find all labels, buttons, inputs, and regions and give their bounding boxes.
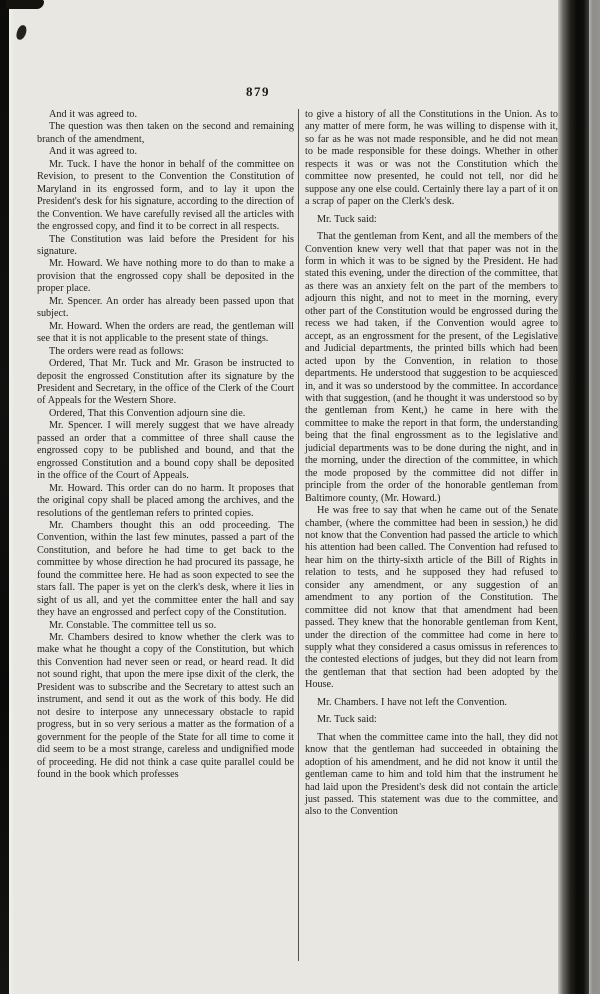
paragraph: The question was then taken on the second and remaining branch of the amendment, — [37, 121, 294, 145]
paragraph: Mr. Constable. The committee tell us so. — [49, 619, 217, 631]
corner-ink-mark — [6, 0, 44, 9]
column-divider-rule — [298, 109, 299, 961]
paragraph: Mr. Tuck. I have the honor in behalf of the committee on Revision, to present to the Convention the Constitution of Maryland in its engrossed form, and to lay it upon the President's desk for his signature, according to the direction of the Convention. We have carefully revised all the articles with the engrossed copy, and find it to be correct in all respects. — [37, 158, 294, 233]
paragraph: Mr. Chambers thought this an odd proceeding. The Convention, within the last few minutes, passed a part of the Constitution, and before he had time to get back to the committee by whose direction he had procured its passage, he found the committee here. He had as soon expected to see the stars fall. The paper is yet on the clerk's desk, where it lies in sight of us all, and yet the committee enter the hall and say they have an engrossed and perfect copy of the Constitution. — [37, 519, 294, 619]
paragraph: Mr. Spencer. I will merely suggest that we have already passed an order that a committee of three shall cause the engrossed copy to be published and bound, and that the engrossed Constitution and a bound copy shall be deposited in the office of the Court of Appeals. — [37, 420, 294, 482]
speaker-line: Mr. Tuck said: — [317, 714, 377, 726]
paragraph: And it was agreed to. — [49, 109, 138, 120]
paragraph: Ordered, That Mr. Tuck and Mr. Grason be instructed to deposit the engrossed Constitution after its signature by the President and Secretary, in the office of the Clerk of the Court of Appeals for the Western Shore. — [37, 358, 294, 407]
paragraph: to give a history of all the Constitutions in the Union. As to any matter of mere form, he was willing to dispense with it, so far as he was not made responsible, and he did not mean to be made responsible for these doings. Whether in other respects it was or was not the Constitution which the committee now presented, he could not tell, nor did he suppose any one else could. Certainly there lay a part of it on a scrap of paper on the Clerk's desk. — [305, 109, 558, 208]
left-book-edge-strip — [0, 0, 9, 994]
paragraph: That when the committee came into the hall, they did not know that the gentleman had succeeded in obtaining the adoption of his amendment, and he did not know it until the gentleman came to him and told him that the instrument he had laid upon the President's desk did not contain the article just passed. This statement was due to the committee, and also to the Convention — [305, 731, 558, 818]
paragraph: That the gentleman from Kent, and all the members of the Convention knew very well that that paper was not in the form in which it was to be signed by the President. He had stated this evening, under the direction of the committee, that as there was an anxiety felt on the part of the members to adjourn this night, and not to meet in the morning, every other part of the Constitution would be engrossed during the recess we had taken, if the Convention would agree to accept, as an engrossment for the present, of the Legislative and Judicial departments, the printed bills which had been acted upon by the Convention, in relation to those departments. He understood that suggestion to be acquiesced in, and it was so understood by the committee. In accordance with that suggestion, (and he thought it was understood so by the gentleman from Kent,) he came in here with the committee to make the report in that form, the understanding being that the final engrossment as to the legislative and judicial departments was to be done during the night, and in the morning, under the direction of the committee, in which the mode proposed by the committee did not differ in principle from the order of the honorable gentleman from Baltimore county, (Mr. Howard.) — [305, 231, 558, 504]
paragraph: Mr. Howard. We have nothing more to do than to make a provision that the engrossed copy shall be deposited in the proper place. — [37, 258, 294, 295]
paragraph: The orders were read as follows: — [49, 345, 184, 357]
left-edge-highlight — [9, 0, 14, 994]
left-text-column — [37, 109, 294, 781]
page-number: 879 — [246, 84, 270, 99]
paragraph: Mr. Chambers desired to know whether the clerk was to make what he thought a copy of the Constitution, but which this Convention had never seen or read, or heard read. It did not sound right, that upon the mere ipse dixit of the clerk, the President was to subscribe and the Secretary to attest such an instrument, and send it out as the work of this body. He did not desire to interpose any unnecessary obstacle to rapid progress, but in so very serious a matter as the formation of a government for the people of the State for all time to come it did seem to be a most strange, careless and undignified mode of proceeding. He did not think a case quite parallel could be found in the book which professes — [37, 632, 294, 781]
paragraph: He was free to say that when he came out of the Senate chamber, (where the committee had been in session,) he did not know that the Convention had passed the article to which his attention had been called. The Convention had refused to hear him on the thirty-sixth article of the Bill of Rights in relation to tests, and he supposed they had refused to consider any amendment, or any suggestion of an amendment to any portion of the Constitution. The committee did not know that that amendment had been passed. They knew that the honorable gentleman from Kent, under the direction of the committee had come in here to supply what they considered a casus omissus in references to the contested elections of judges, but they did not learn from the gentleman that that section had been adopted by the House. — [305, 505, 558, 691]
paragraph: Mr. Howard. This order can do no harm. It proposes that the original copy shall be placed among the archives, and the resolutions of the gentleman refers to printed copies. — [37, 482, 294, 519]
ink-smudge-mark — [15, 24, 27, 41]
paragraph: Mr. Howard. When the orders are read, the gentleman will see that it is not applicable to the present state of things. — [37, 320, 294, 345]
right-text-column — [305, 109, 558, 819]
speaker-line: Mr. Tuck said: — [317, 213, 377, 225]
right-gutter-shadow — [558, 0, 589, 994]
paragraph: Mr. Spencer. An order has already been passed upon that subject. — [37, 295, 294, 320]
paragraph: Ordered, That this Convention adjourn sine die. — [49, 407, 246, 419]
paragraph: Mr. Chambers. I have not left the Convention. — [317, 696, 507, 708]
paragraph: And it was agreed to. — [49, 146, 138, 158]
paragraph: The Constitution was laid before the President for his signature. — [37, 233, 294, 257]
right-page-edge-strip — [589, 0, 600, 994]
